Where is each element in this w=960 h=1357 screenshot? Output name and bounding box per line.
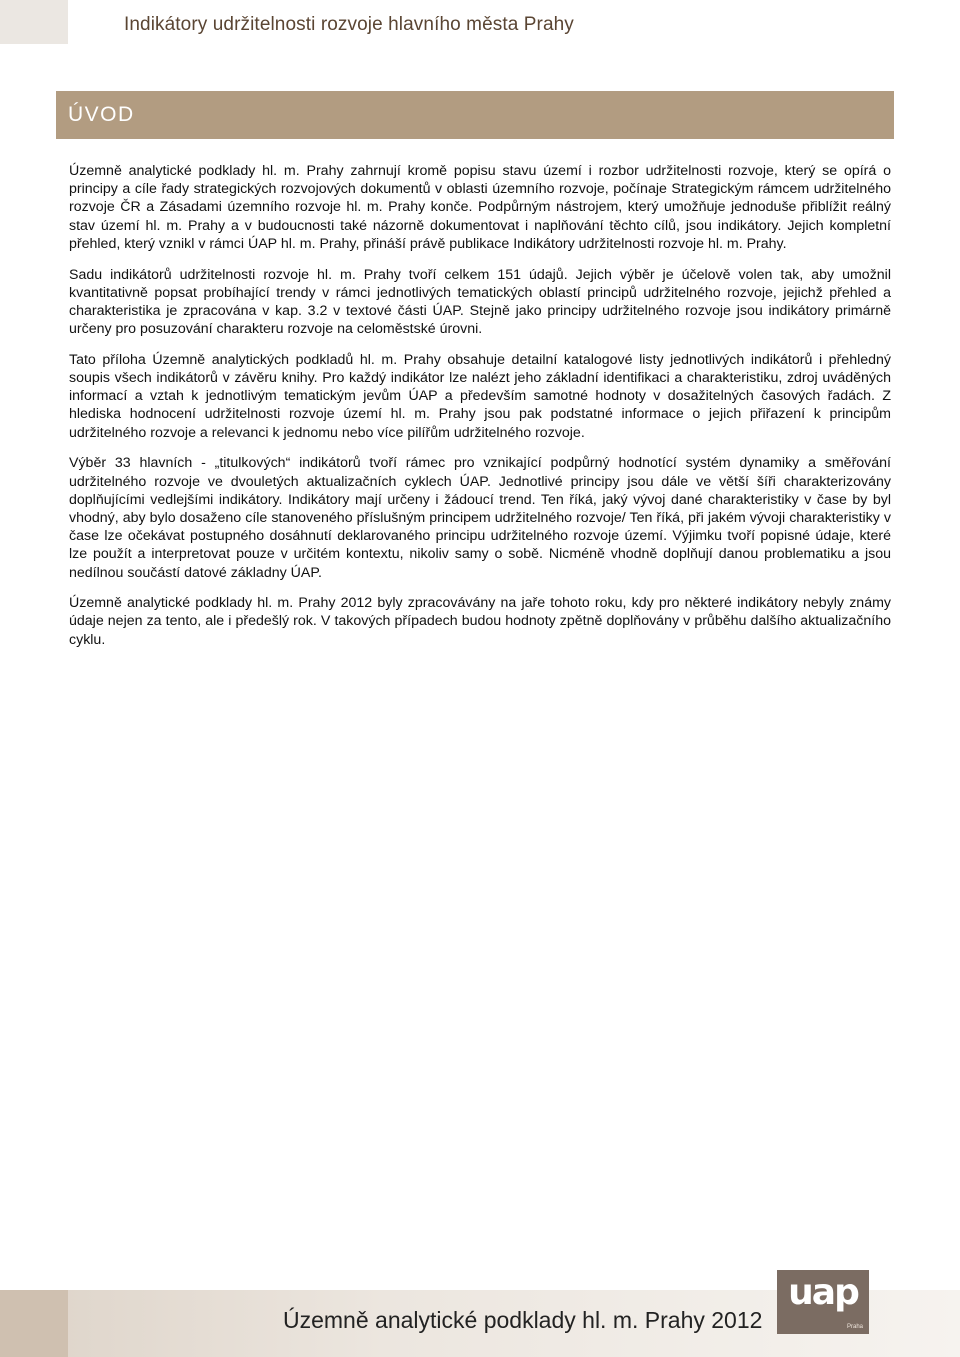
document-header-title: Indikátory udržitelnosti rozvoje hlavního města Prahy bbox=[124, 14, 574, 35]
logo-text: uap bbox=[788, 1272, 858, 1313]
uap-logo bbox=[777, 1270, 869, 1334]
main-content bbox=[69, 162, 891, 661]
logo-subtext: Praha bbox=[846, 1324, 863, 1330]
body-paragraph: Sadu indikátorů udržitelnosti rozvoje hl. m. Prahy tvoří celkem 151 údajů. Jejich výběr je účelově volen tak, aby umožnil kvantitativně popsat probíhající trendy v rámci jednotlivých tematických oblastí principů udržitelného rozvoje, jejichž přehled a charakteristika je zpracována v kap. 3.2 v textové části ÚAP. Stejně jako principy udržitelného rozvoje jsou indikátory primárně určeny pro posuzování charakteru rozvoje na celoměstské úrovni. bbox=[69, 266, 891, 338]
footer-title: Územně analytické podklady hl. m. Prahy 2012 bbox=[283, 1307, 763, 1333]
footer-corner-decoration bbox=[0, 1290, 68, 1357]
body-paragraph: Tato příloha Územně analytických podkladů hl. m. Prahy obsahuje detailní katalogové listy jednotlivých indikátorů i přehledný soupis všech indikátorů v závěru knihy. Pro každý indikátor lze nalézt jeho základní identifikaci a charakteristiku, zdroj uváděných informací a vztah k jednotlivým tematickým jevům ÚAP a především samotné hodnoty v dosažitelných časových řadách. Z hlediska hodnocení udržitelnosti rozvoje území hl. m. Prahy jsou pak podstatné informace o jejich přiřazení k principům udržitelného rozvoje a relevanci k jednomu nebo více pilířům udržitelného rozvoje. bbox=[69, 351, 891, 441]
body-paragraph: Územně analytické podklady hl. m. Prahy zahrnují kromě popisu stavu území i rozbor udržitelnosti rozvoje, který se opírá o principy a cíle řady strategických rozvojových dokumentů v oblasti územního rozvoje, počínaje Strategickým rámcem udržitelného rozvoje ČR a Zásadami územního rozvoje hl. m. Prahy konče. Podpůrným nástrojem, který umožňuje jednoduše přiblížit reálný stav území hl. m. Prahy a v budoucnosti také názorně dokumentovat i naplňování těchto cílů, jsou indikátory. Jejich kompletní přehled, který vznikl v rámci ÚAP hl. m. Prahy, přináší právě publikace Indikátory udržitelnosti rozvoje hl. m. Prahy. bbox=[69, 163, 891, 252]
body-paragraph: Územně analytické podklady hl. m. Prahy 2012 byly zpracovávány na jaře tohoto roku, kdy pro některé indikátory nebyly známy údaje nejen za tento, ale i předešlý rok. V takových případech budou hodnoty zpětně doplňovány v průběhu dalšího aktualizačního cyklu. bbox=[69, 595, 891, 648]
body-paragraph: Výběr 33 hlavních - „titulkových“ indikátorů tvoří rámec pro vznikající podpůrný hodnotící systém dynamiky a směřování udržitelného rozvoje ve dvouletých aktualizačních cyklech ÚAP. Jednotlivé principy jsou dále ve větší šíři charakterizovány doplňujícími vedlejšími indikátory. Indikátory mají určeny i žádoucí trend. Ten říká, jaký vývoj dané charakteristiky v čase by byl vhodný, aby bylo dosaženo cíle stanoveného příslušným principem udržitelného rozvoje/ Ten říká, při jakém vývoji charakteristiky v čase lze očekávat postupného dosáhnutí deklarovaného principu udržitelného rozvoje území. Výjimku tvoří popisné údaje, které lze použít a interpretovat pouze v určitém kontextu, nikoliv samy o sobě. Nicméně vhodně doplňují danou problematiku a jsou nedílnou součástí datové základny ÚAP. bbox=[69, 455, 891, 581]
section-heading-bar bbox=[56, 91, 894, 139]
section-title: ÚVOD bbox=[68, 103, 135, 126]
top-corner-decoration bbox=[0, 0, 68, 44]
